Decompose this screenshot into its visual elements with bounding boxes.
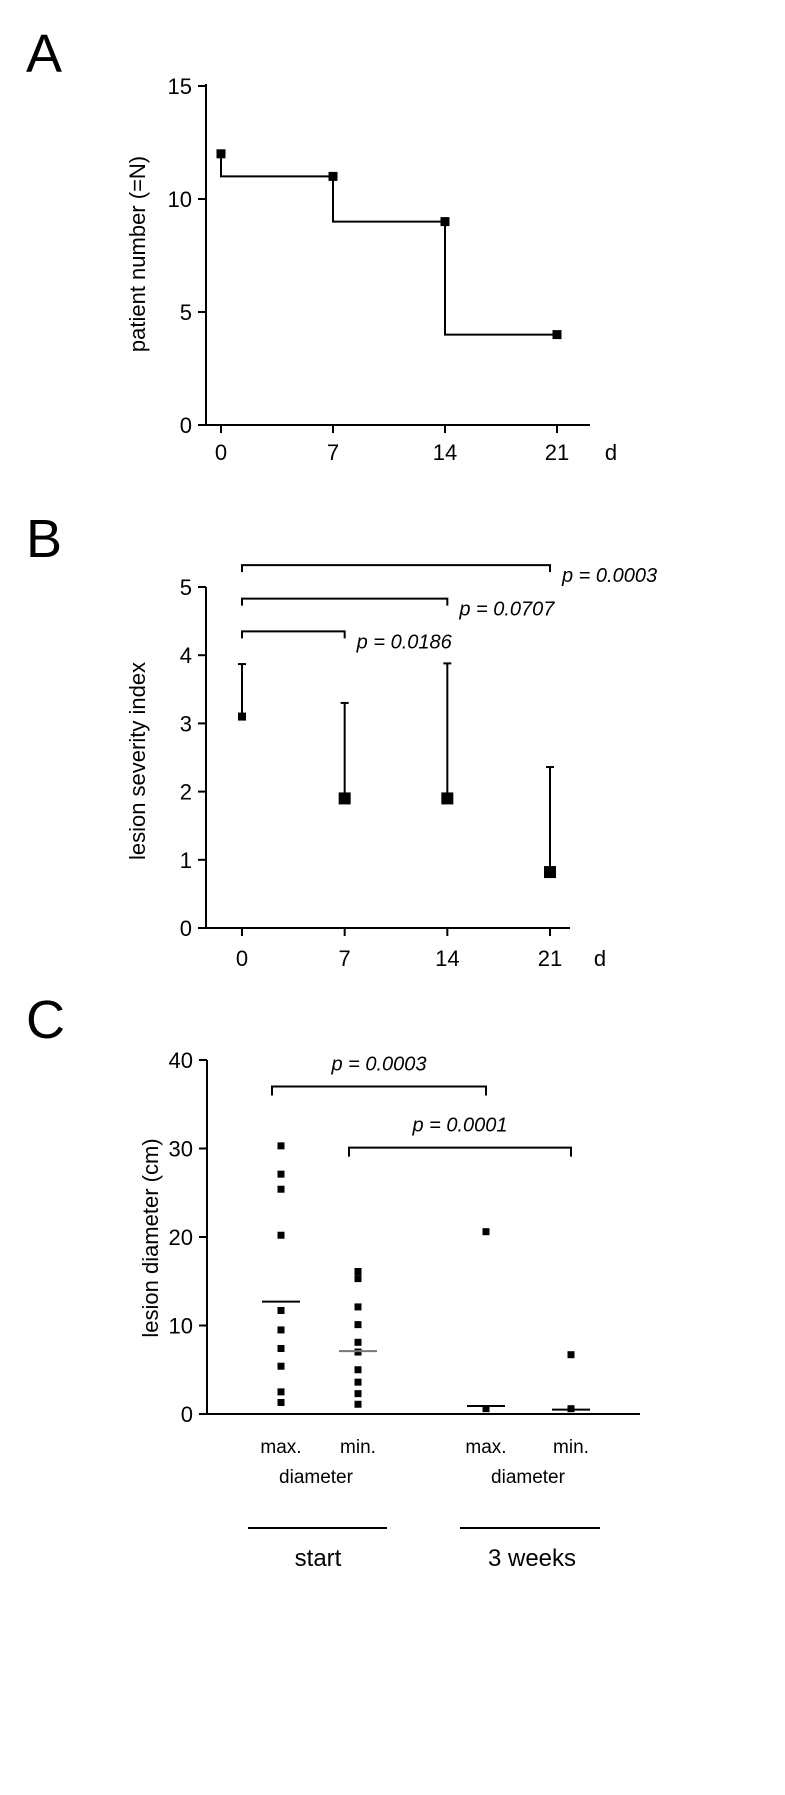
panel-a-y-tick-label: 0 bbox=[179, 413, 192, 438]
panel-a-x-unit: d bbox=[604, 440, 618, 465]
panel-a-x-tick-label: 0 bbox=[214, 440, 228, 465]
panel-b-x-tick-label: 21 bbox=[537, 946, 563, 971]
panel-a-data-point bbox=[553, 330, 562, 339]
panel-c-data-point bbox=[355, 1339, 362, 1346]
panel-c-y-tick-label: 10 bbox=[168, 1313, 193, 1339]
panel-c-data-point bbox=[355, 1275, 362, 1282]
panel-a-x-tick-label: 7 bbox=[326, 440, 340, 465]
panel-a-step-line bbox=[221, 154, 557, 335]
panel-b-significance-bracket bbox=[242, 631, 345, 638]
panel-b-data-point bbox=[238, 713, 246, 721]
panel-c-data-point bbox=[355, 1401, 362, 1408]
panel-c-y-tick-label: 40 bbox=[168, 1048, 193, 1073]
panel-letter-a: A bbox=[26, 24, 63, 84]
panel-a-data-point bbox=[441, 217, 450, 226]
panel-b-p-value: p = 0.0707 bbox=[459, 598, 555, 621]
panel-c-diameter-label-start: diameter bbox=[279, 1467, 353, 1488]
panel-c-significance-bracket bbox=[349, 1148, 571, 1157]
panel-b-y-tick-label: 3 bbox=[179, 711, 192, 737]
panel-a-x-tick-label: 21 bbox=[544, 440, 570, 465]
panel-a-data-point bbox=[217, 149, 226, 158]
panel-c-y-tick-label: 20 bbox=[168, 1225, 193, 1250]
panel-b-x-tick-label: 14 bbox=[435, 946, 460, 971]
panel-c-data-point bbox=[355, 1366, 362, 1373]
panel-c-significance-bracket bbox=[272, 1087, 486, 1096]
panel-c-data-point bbox=[278, 1399, 285, 1406]
panel-a-data-point bbox=[329, 172, 338, 181]
panel-c-data-point bbox=[355, 1379, 362, 1386]
panel-a-axes bbox=[206, 84, 590, 425]
panel-a-y-tick-label: 10 bbox=[167, 187, 192, 212]
panel-b-x-tick-label: 7 bbox=[338, 946, 351, 971]
panel-letter-c: C bbox=[26, 990, 65, 1050]
panel-b-significance-bracket bbox=[242, 599, 447, 606]
panel-c-data-point bbox=[568, 1351, 575, 1358]
panel-c-data-point bbox=[278, 1326, 285, 1333]
panel-c-y-tick-label: 0 bbox=[180, 1402, 193, 1427]
panel-b-significance-bracket bbox=[242, 565, 550, 572]
panel-a-chart bbox=[125, 74, 617, 465]
panel-c-group-label: max. bbox=[260, 1437, 302, 1458]
panel-c-group-label: min. bbox=[553, 1437, 589, 1458]
panel-a-y-axis-title: patient number (=N) bbox=[125, 155, 150, 353]
panel-c-data-point bbox=[355, 1390, 362, 1397]
panel-b-data-point bbox=[339, 792, 351, 804]
panel-c-data-point bbox=[278, 1142, 285, 1149]
panel-b-chart bbox=[125, 565, 657, 971]
panel-c-data-point bbox=[278, 1232, 285, 1239]
panel-c-data-point bbox=[278, 1363, 285, 1370]
panel-c-data-point bbox=[278, 1307, 285, 1314]
panel-b-x-tick-label: 0 bbox=[235, 946, 249, 971]
panel-c-group-label: max. bbox=[465, 1437, 507, 1458]
panel-c-data-point bbox=[278, 1171, 285, 1178]
panel-b-y-tick-label: 4 bbox=[179, 643, 192, 669]
panel-c-group-label: min. bbox=[340, 1437, 376, 1458]
panel-b-data-point bbox=[544, 866, 556, 878]
panel-a-y-tick-label: 15 bbox=[167, 74, 192, 99]
panel-c-diameter-label-3weeks: diameter bbox=[491, 1467, 565, 1488]
panel-b-y-axis-title: lesion severity index bbox=[125, 661, 150, 861]
panel-c-chart bbox=[138, 1048, 640, 1572]
panel-letter-b: B bbox=[26, 509, 63, 569]
panel-b-p-value: p = 0.0186 bbox=[356, 631, 452, 654]
panel-c-y-axis-title: lesion diameter (cm) bbox=[138, 1138, 163, 1338]
panel-c-data-point bbox=[278, 1345, 285, 1352]
panel-c-y-tick-label: 30 bbox=[168, 1136, 193, 1162]
panel-c-p-value: p = 0.0003 bbox=[331, 1053, 427, 1076]
panel-a-y-tick-label: 5 bbox=[179, 300, 192, 325]
panel-c-data-point bbox=[355, 1268, 362, 1275]
panel-b-y-tick-label: 5 bbox=[179, 575, 192, 600]
panel-c-data-point bbox=[355, 1303, 362, 1310]
panel-b-data-point bbox=[441, 792, 453, 804]
panel-c-axes bbox=[207, 1060, 640, 1414]
panel-b-x-unit: d bbox=[593, 946, 607, 971]
panel-c-3weeks-label: 3 weeks bbox=[487, 1545, 577, 1572]
panel-b-y-tick-label: 2 bbox=[179, 779, 192, 805]
panel-b-y-tick-label: 0 bbox=[179, 916, 192, 941]
panel-c-p-value: p = 0.0001 bbox=[412, 1114, 508, 1137]
panel-c-data-point bbox=[483, 1228, 490, 1235]
panel-c-data-point bbox=[278, 1388, 285, 1395]
panel-b-p-value: p = 0.0003 bbox=[562, 565, 658, 588]
panel-b-y-tick-label: 1 bbox=[179, 847, 192, 873]
panel-c-start-label: start bbox=[294, 1545, 342, 1572]
panel-c-data-point bbox=[355, 1321, 362, 1328]
panel-c-data-point bbox=[278, 1186, 285, 1193]
panel-a-x-tick-label: 14 bbox=[432, 440, 458, 465]
